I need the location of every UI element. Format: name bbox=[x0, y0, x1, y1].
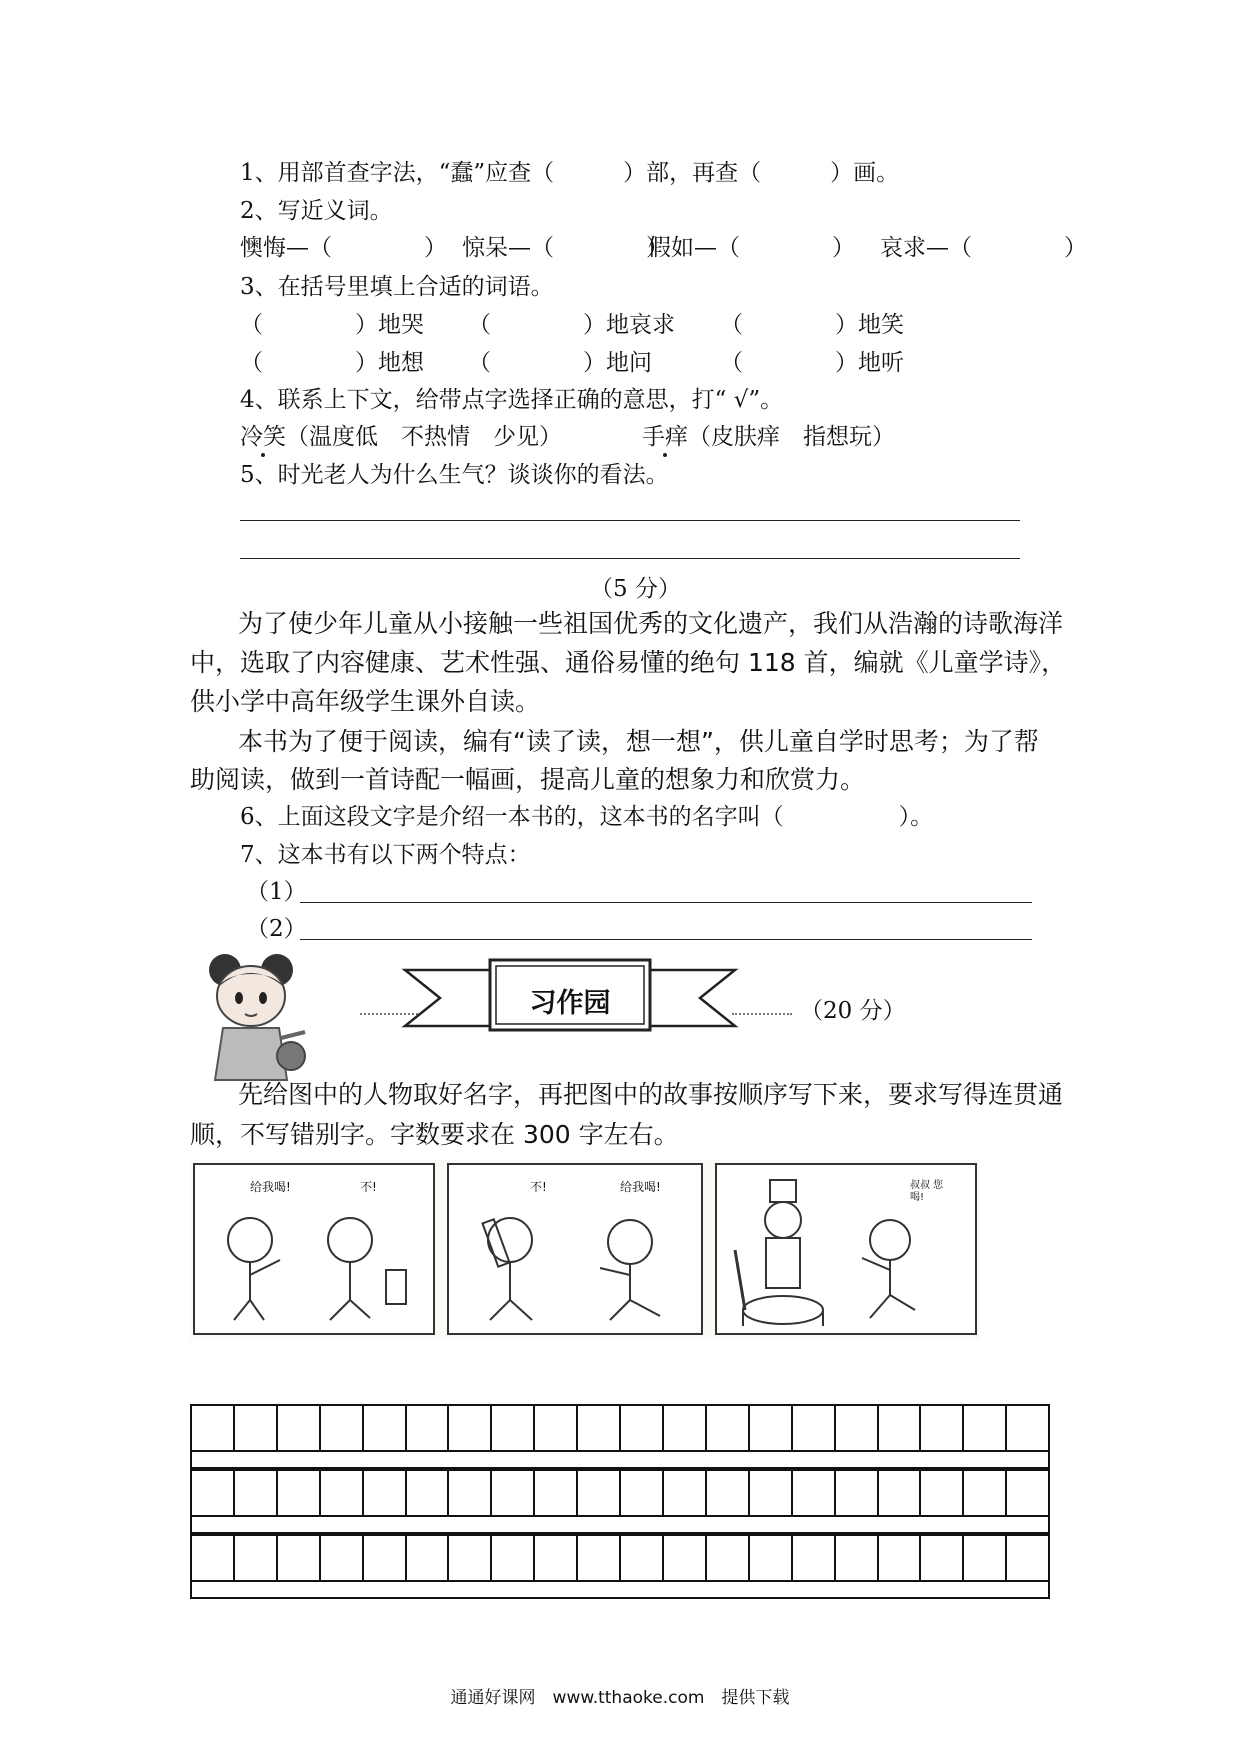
speech-bubble: 不! bbox=[360, 1180, 377, 1194]
question-6: 6、上面这段文字是介绍一本书的，这本书的名字叫（ ）。 bbox=[240, 804, 934, 830]
q3-item: （ ）地哭 bbox=[240, 312, 424, 338]
reading-score: （5 分） bbox=[590, 576, 681, 602]
q7-item-label: （1） bbox=[246, 879, 307, 905]
question-1: 1、用部首查字法，“蠢”应查（ ）部，再查（ ）画。 bbox=[240, 160, 900, 186]
reading-text: 中，选取了内容健康、艺术性强、通俗易懂的绝句 118 首，编就《儿童学诗》， bbox=[190, 648, 1067, 677]
q3-item: （ ）地听 bbox=[720, 350, 904, 376]
q2-item: 假如—（ ） bbox=[648, 235, 855, 261]
reading-text: 为了使少年儿童从小接触一些祖国优秀的文化遗产，我们从浩瀚的诗歌海洋 bbox=[238, 609, 1064, 638]
q4-option-b bbox=[642, 422, 895, 452]
composition-score: （20 分） bbox=[800, 998, 906, 1024]
answer-line[interactable] bbox=[300, 902, 1032, 903]
girl-illustration bbox=[195, 948, 320, 1083]
grid-spacer bbox=[190, 1450, 1050, 1469]
question-3-title: 3、在括号里填上合适的词语。 bbox=[240, 274, 554, 300]
question-4-title: 4、联系上下文，给带点字选择正确的意思，打“ √”。 bbox=[240, 387, 784, 413]
question-7: 7、这本书有以下两个特点： bbox=[240, 842, 531, 868]
composition-instructions: 先给图中的人物取好名字，再把图中的故事按顺序写下来，要求写得连贯通 bbox=[238, 1080, 1064, 1109]
q7-item-label: （2） bbox=[246, 916, 307, 942]
q4-a-choices: （温度低 不热情 少见） bbox=[286, 424, 562, 450]
speech-bubble: 给我喝! bbox=[620, 1180, 661, 1194]
footer-text: 通通好课网 www.tthaoke.com 提供下载 bbox=[450, 1688, 790, 1708]
q3-item: （ ）地笑 bbox=[720, 312, 904, 338]
answer-line[interactable] bbox=[240, 558, 1020, 559]
question-5: 5、时光老人为什么生气？谈谈你的看法。 bbox=[240, 462, 669, 488]
reading-text: 本书为了便于阅读，编有“读了读，想一想”，供儿童自学时思考；为了帮 bbox=[238, 727, 1039, 756]
grid-row[interactable] bbox=[190, 1469, 1050, 1515]
grid-spacer bbox=[190, 1515, 1050, 1534]
speech-bubble: 叔叔 您喝! bbox=[910, 1180, 944, 1203]
dotted-line bbox=[732, 1013, 792, 1015]
speech-bubble: 不! bbox=[530, 1180, 547, 1194]
q2-item: 懊悔—（ ） bbox=[240, 235, 447, 261]
reading-text: 供小学中高年级学生课外自读。 bbox=[190, 687, 541, 716]
grid-row[interactable] bbox=[190, 1404, 1050, 1450]
q4-b-choices: （皮肤痒 指想玩） bbox=[688, 424, 895, 450]
reading-text: 助阅读，做到一首诗配一幅画，提高儿童的想象力和欣赏力。 bbox=[190, 765, 866, 794]
q2-item: 惊呆—（ ） bbox=[462, 235, 669, 261]
answer-line[interactable] bbox=[240, 520, 1020, 521]
q3-item: （ ）地想 bbox=[240, 350, 424, 376]
speech-bubble: 给我喝! bbox=[250, 1180, 291, 1194]
q3-item: （ ）地哀求 bbox=[468, 312, 675, 338]
comic-strip bbox=[190, 1160, 980, 1340]
q4-option-a bbox=[240, 422, 562, 452]
composition-instructions: 顺，不写错别字。字数要求在 300 字左右。 bbox=[190, 1120, 679, 1149]
answer-line[interactable] bbox=[300, 939, 1032, 940]
q4-b-word: 手痒 bbox=[642, 424, 688, 450]
q4-a-word: 冷笑 bbox=[240, 424, 286, 450]
grid-row[interactable] bbox=[190, 1534, 1050, 1580]
banner-title: 习作园 bbox=[529, 988, 611, 1019]
q2-item: 哀求—（ ） bbox=[880, 235, 1087, 261]
q3-item: （ ）地问 bbox=[468, 350, 652, 376]
grid-spacer bbox=[190, 1580, 1050, 1599]
writing-grid[interactable] bbox=[190, 1404, 1050, 1599]
question-2-title: 2、写近义词。 bbox=[240, 198, 393, 224]
